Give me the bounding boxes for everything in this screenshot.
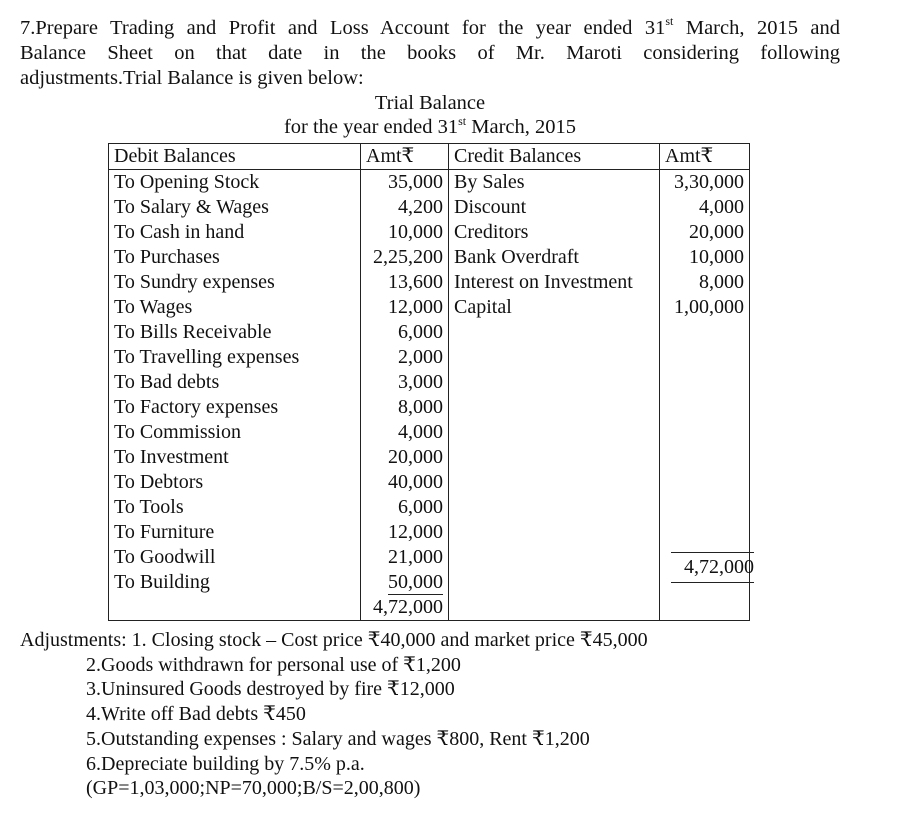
credit-amount xyxy=(660,470,750,495)
table-row xyxy=(109,470,750,495)
debit-account: To Bad debts xyxy=(109,370,361,395)
debit-account: To Travelling expenses xyxy=(109,345,361,370)
adjustment-item: 3.Uninsured Goods destroyed by fire ₹12,000 xyxy=(86,678,455,701)
debit-amount: 2,000 xyxy=(361,345,449,370)
credit-account: By Sales xyxy=(449,170,660,196)
credit-account: Discount xyxy=(449,195,660,220)
debit-account: To Commission xyxy=(109,420,361,445)
debit-amount: 20,000 xyxy=(361,445,449,470)
table-row xyxy=(109,370,750,395)
credit-amount xyxy=(660,395,750,420)
debit-amount: 35,000 xyxy=(361,170,449,196)
table-row xyxy=(109,170,750,196)
credit-amount xyxy=(660,370,750,395)
question-line-2: Balance Sheet on that date in the books of Mr. Maroti considering following xyxy=(20,42,840,64)
debit-amount: 8,000 xyxy=(361,395,449,420)
credit-amount xyxy=(660,345,750,370)
trial-balance-title: Trial Balance xyxy=(374,92,486,114)
table-row xyxy=(109,320,750,345)
header-credit-amt: Amt₹ xyxy=(660,144,750,170)
debit-amount: 12,000 xyxy=(361,520,449,545)
credit-account: Interest on Investment xyxy=(449,270,660,295)
credit-amount xyxy=(660,495,750,520)
header-debit-amt: Amt₹ xyxy=(361,144,449,170)
credit-account xyxy=(449,320,660,345)
table-row xyxy=(109,570,750,595)
trial-balance-subtitle: for the year ended 31st March, 2015 xyxy=(283,114,577,138)
debit-amount: 12,000 xyxy=(361,295,449,320)
header-credit-balances: Credit Balances xyxy=(449,144,660,170)
debit-amount: 40,000 xyxy=(361,470,449,495)
credit-account: Creditors xyxy=(449,220,660,245)
table-total-row xyxy=(109,595,750,621)
question-line-1: 7.Prepare Trading and Profit and Loss Account for the year ended 31st March, 2015 and xyxy=(20,14,840,39)
credit-account xyxy=(449,420,660,445)
credit-total: 4,72,000 xyxy=(671,552,754,583)
debit-amount: 6,000 xyxy=(361,495,449,520)
credit-account xyxy=(449,520,660,545)
credit-account: Capital xyxy=(449,295,660,320)
credit-amount xyxy=(660,445,750,470)
credit-amount xyxy=(660,420,750,445)
credit-amount: 3,30,000 xyxy=(660,170,750,196)
credit-account xyxy=(449,370,660,395)
table-row xyxy=(109,520,750,545)
debit-account: To Opening Stock xyxy=(109,170,361,196)
credit-account xyxy=(449,545,660,570)
credit-amount xyxy=(660,520,750,545)
credit-amount: 1,00,000 xyxy=(660,295,750,320)
header-debit-balances: Debit Balances xyxy=(109,144,361,170)
table-row xyxy=(109,195,750,220)
credit-account xyxy=(449,395,660,420)
debit-account: To Wages xyxy=(109,295,361,320)
credit-account xyxy=(449,495,660,520)
adjustments-intro: Adjustments: 1. Closing stock – Cost price ₹40,000 and market price ₹45,000 xyxy=(20,629,648,651)
table-row xyxy=(109,395,750,420)
adjustment-item: 6.Depreciate building by 7.5% p.a. xyxy=(86,752,365,775)
adjustments xyxy=(20,628,648,801)
credit-account xyxy=(449,470,660,495)
debit-amount: 4,000 xyxy=(361,420,449,445)
table-row xyxy=(109,345,750,370)
credit-account: Bank Overdraft xyxy=(449,245,660,270)
debit-account: To Goodwill xyxy=(109,545,361,570)
debit-amount: 21,000 xyxy=(361,545,449,570)
debit-account: To Cash in hand xyxy=(109,220,361,245)
credit-amount: 8,000 xyxy=(660,270,750,295)
debit-amount: 10,000 xyxy=(361,220,449,245)
debit-amount: 2,25,200 xyxy=(361,245,449,270)
debit-amount: 6,000 xyxy=(361,320,449,345)
table-row xyxy=(109,220,750,245)
debit-account: To Factory expenses xyxy=(109,395,361,420)
debit-amount xyxy=(361,570,449,595)
debit-account: To Bills Receivable xyxy=(109,320,361,345)
question-text xyxy=(20,16,840,91)
total-label-cell xyxy=(109,595,361,621)
total-credit-label-cell xyxy=(449,595,660,621)
table-row xyxy=(109,495,750,520)
table-header-row xyxy=(109,144,750,170)
debit-account: To Tools xyxy=(109,495,361,520)
credit-account xyxy=(449,570,660,595)
debit-amount-value: 50,000 xyxy=(388,571,443,593)
debit-amount: 3,000 xyxy=(361,370,449,395)
table-row xyxy=(109,295,750,320)
table-row xyxy=(109,270,750,295)
credit-amount: 10,000 xyxy=(660,245,750,270)
credit-amount: 4,000 xyxy=(660,195,750,220)
debit-account: To Purchases xyxy=(109,245,361,270)
debit-account: To Debtors xyxy=(109,470,361,495)
adjustment-item: 4.Write off Bad debts ₹450 xyxy=(86,703,306,726)
trial-balance-table xyxy=(108,143,750,621)
credit-amount: 20,000 xyxy=(660,220,750,245)
adjustment-item: 5.Outstanding expenses : Salary and wages ₹800, Rent ₹1,200 xyxy=(86,727,590,750)
debit-account: To Salary & Wages xyxy=(109,195,361,220)
table-row xyxy=(109,245,750,270)
debit-account: To Furniture xyxy=(109,520,361,545)
table-row xyxy=(109,445,750,470)
adjustment-item: (GP=1,03,000;NP=70,000;B/S=2,00,800) xyxy=(86,777,421,800)
debit-account: To Sundry expenses xyxy=(109,270,361,295)
table-row xyxy=(109,420,750,445)
debit-total: 4,72,000 xyxy=(361,595,449,621)
question-line-3: adjustments.Trial Balance is given below: xyxy=(20,67,364,89)
credit-amount xyxy=(660,320,750,345)
total-credit-cell xyxy=(660,595,750,621)
debit-amount: 13,600 xyxy=(361,270,449,295)
adjustment-item: 2.Goods withdrawn for personal use of ₹1,200 xyxy=(86,653,461,676)
debit-account: To Investment xyxy=(109,445,361,470)
table-row xyxy=(109,545,750,570)
debit-amount: 4,200 xyxy=(361,195,449,220)
credit-account xyxy=(449,445,660,470)
credit-account xyxy=(449,345,660,370)
debit-account: To Building xyxy=(109,570,361,595)
